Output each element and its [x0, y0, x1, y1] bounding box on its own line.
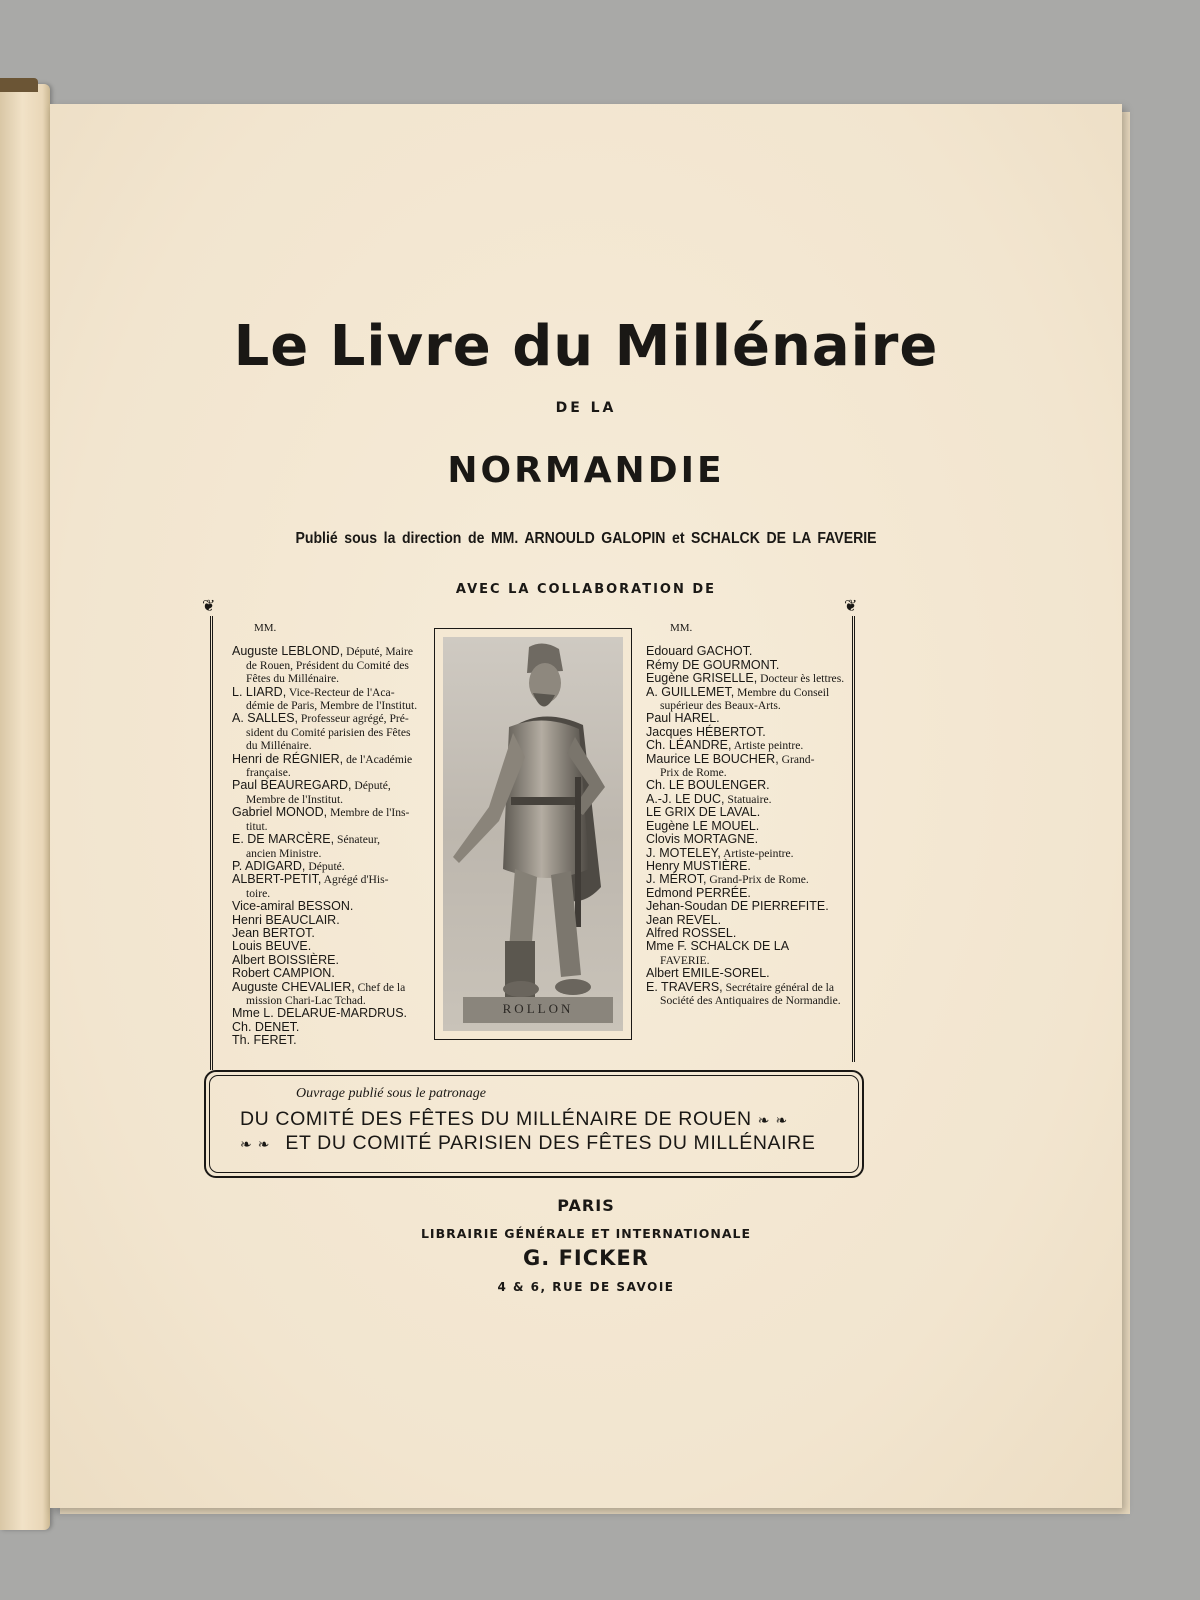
contributor-name: Auguste CHEVALIER, — [232, 979, 355, 994]
right-contributors-column — [646, 622, 852, 1007]
contributor-entry — [232, 860, 432, 873]
contributor-entry — [646, 739, 852, 752]
contributor-entry — [232, 954, 432, 967]
contributor-name: Eugène GRISELLE, — [646, 671, 758, 686]
contributor-name: J. MOTELEY, — [646, 845, 721, 860]
contributor-entry — [646, 645, 852, 658]
contributor-title: Professeur agrégé, Pré- — [300, 712, 409, 726]
rollo-statue-image — [443, 637, 623, 1031]
contributor-title: Membre du Conseil — [737, 685, 830, 699]
contributor-entry — [646, 981, 852, 1008]
contributor-name: Mme F. SCHALCK DE LA — [646, 939, 790, 954]
contributor-name: Ch. LÉANDRE, — [646, 738, 732, 753]
contributor-name: Paul HAREL. — [646, 711, 720, 726]
contributor-title: Grand- — [781, 752, 815, 766]
contributor-name: Gabriel MONOD, — [232, 805, 328, 820]
contributor-title: Membre de l'Ins- — [330, 806, 410, 820]
contributor-name: Henry MUSTIÈRE. — [646, 858, 751, 873]
contributor-entry — [232, 927, 432, 940]
contributor-entry — [232, 967, 432, 980]
contributor-name: Ch. DENET. — [232, 1019, 300, 1034]
contributor-title: Grand-Prix de Rome. — [709, 873, 809, 887]
contributor-entry — [232, 686, 432, 713]
contributor-name: Edmond PERRÉE. — [646, 885, 751, 900]
contributor-entry — [646, 887, 852, 900]
contributor-entry — [232, 1007, 432, 1020]
contributor-title: Député, Maire — [346, 645, 414, 659]
patronage-paris-text: ET DU COMITÉ PARISIEN DES FÊTES DU MILLÉNAIRE — [285, 1132, 816, 1154]
contributor-title-continued: Membre de l'Institut. — [246, 792, 344, 806]
contributor-title-continued: française. — [246, 766, 291, 780]
book-binding — [0, 84, 50, 1530]
contributor-name: Jean BERTOT. — [232, 925, 315, 940]
contributor-name: Albert EMILE-SOREL. — [646, 966, 770, 981]
contributor-title-continued: FAVERIE. — [660, 953, 710, 967]
contributor-entry — [646, 914, 852, 927]
contributor-name: E. TRAVERS, — [646, 979, 723, 994]
leaf-ornament-icon: ❧❧ — [240, 1136, 286, 1152]
contributor-title-continued: supérieur des Beaux-Arts. — [660, 699, 781, 713]
contributor-title-continued: de Rouen, Président du Comité des — [246, 658, 409, 672]
contributor-entry — [232, 873, 432, 900]
right-frame-rule — [852, 616, 855, 1062]
contributor-title-continued: démie de Paris, Membre de l'Institut. — [246, 699, 418, 713]
patronage-box — [204, 1070, 864, 1178]
contributor-name: A.-J. LE DUC, — [646, 791, 725, 806]
contributor-entry — [646, 900, 852, 913]
contributor-entry — [232, 753, 432, 780]
patronage-intro: Ouvrage publié sous le patronage — [296, 1086, 487, 1101]
title-connector: DE LA — [555, 400, 617, 416]
title-page — [50, 104, 1122, 1508]
contributor-name: Jacques HÉBERTOT. — [646, 724, 766, 739]
contributor-name: Rémy DE GOURMONT. — [646, 657, 780, 672]
contributor-entry — [646, 927, 852, 940]
right-mm-label: MM. — [670, 622, 693, 634]
contributor-entry — [646, 940, 852, 967]
contributor-entry — [646, 806, 852, 819]
contributor-entry — [232, 900, 432, 913]
contributor-name: Alfred ROSSEL. — [646, 925, 737, 940]
contributor-name: Eugène LE MOUEL. — [646, 818, 760, 833]
contributor-entry — [646, 672, 852, 685]
contributor-entry — [646, 873, 852, 886]
contributor-title-continued: Prix de Rome. — [660, 766, 727, 780]
contributor-name: Henri de RÉGNIER, — [232, 751, 344, 766]
right-contributors-list — [646, 645, 852, 1007]
contributor-entry — [646, 833, 852, 846]
contributor-entry — [232, 833, 432, 860]
leaf-ornament-icon: ❧❧ — [757, 1112, 794, 1128]
left-contributors-column — [232, 622, 432, 1048]
publisher-address: 4 & 6, RUE DE SAVOIE — [497, 1280, 675, 1294]
contributor-name: Mme L. DELARUE-MARDRUS. — [232, 1006, 408, 1021]
contributor-name: Auguste LEBLOND, — [232, 644, 344, 659]
left-contributors-list — [232, 645, 432, 1047]
right-fleuron-icon: ❦ — [844, 596, 858, 615]
contributor-entry — [232, 779, 432, 806]
patronage-rouen-text: DU COMITÉ DES FÊTES DU MILLÉNAIRE DE ROUEN — [240, 1108, 752, 1130]
contributor-title: Député. — [308, 859, 345, 873]
statue-plinth-inscription: ROLLON — [502, 1001, 574, 1016]
contributor-name: Albert BOISSIÈRE. — [232, 952, 339, 967]
contributor-title-continued: ancien Ministre. — [246, 846, 322, 860]
contributor-entry — [646, 712, 852, 725]
contributor-name: A. GUILLEMET, — [646, 684, 735, 699]
contributor-title-continued: Société des Antiquaires de Normandie. — [660, 993, 841, 1007]
contributor-entry — [646, 659, 852, 672]
contributor-entry — [232, 981, 432, 1008]
left-fleuron-icon: ❦ — [202, 596, 216, 615]
contributor-entry — [646, 967, 852, 980]
contributor-entry — [232, 940, 432, 953]
contributor-title-continued: Fêtes du Millénaire. — [246, 672, 340, 686]
contributor-entry — [232, 1021, 432, 1034]
contributor-name: LE GRIX DE LAVAL. — [646, 805, 761, 820]
contributor-name: Louis BEUVE. — [232, 939, 312, 954]
patronage-line-paris — [240, 1132, 840, 1155]
publisher-name: G. FICKER — [523, 1246, 649, 1270]
contributor-title: Sénateur, — [337, 833, 381, 847]
contributor-name: Jean REVEL. — [646, 912, 722, 927]
contributor-title: Secrétaire général de la — [725, 980, 835, 994]
contributor-name: A. SALLES, — [232, 711, 299, 726]
contributor-title: Agrégé d'His- — [323, 873, 389, 887]
contributor-title: Docteur ès lettres. — [760, 672, 845, 686]
contributor-name: Maurice LE BOUCHER, — [646, 751, 779, 766]
contributor-name: Robert CAMPION. — [232, 966, 335, 981]
left-mm-label: MM. — [254, 622, 277, 634]
contributor-entry — [646, 793, 852, 806]
contributor-name: Henri BEAUCLAIR. — [232, 912, 340, 927]
contributor-name: J. MÉROT, — [646, 872, 707, 887]
contributor-title: Artiste peintre. — [733, 739, 804, 753]
contributor-entry — [646, 847, 852, 860]
left-frame-rule — [210, 616, 213, 1070]
contributor-name: Clovis MORTAGNE. — [646, 832, 759, 847]
contributor-title: Statuaire. — [727, 792, 772, 806]
contributor-name: Paul BEAUREGARD, — [232, 778, 352, 793]
contributor-name: E. DE MARCÈRE, — [232, 832, 335, 847]
contributor-name: Th. FERET. — [232, 1033, 297, 1048]
contributor-name: ALBERT-PETIT, — [232, 872, 322, 887]
contributor-title-continued: toire. — [246, 886, 271, 900]
contributor-title-continued: sident du Comité parisien des Fêtes — [246, 725, 411, 739]
contributor-entry — [646, 686, 852, 713]
contributor-name: Edouard GACHOT. — [646, 644, 753, 659]
contributor-title: Vice-Recteur de l'Aca- — [288, 685, 395, 699]
contributor-entry — [646, 753, 852, 780]
contributor-entry — [232, 806, 432, 833]
contributor-title-continued: titut. — [246, 819, 268, 833]
book-title: Le Livre du Millénaire — [233, 314, 939, 379]
contributor-entry — [232, 1034, 432, 1047]
contributor-entry — [232, 712, 432, 752]
collaboration-heading: AVEC LA COLLABORATION DE — [455, 582, 717, 597]
contributor-title: Chef de la — [357, 980, 406, 994]
contributor-title: de l'Académie — [346, 752, 413, 766]
contributor-name: P. ADIGARD, — [232, 858, 306, 873]
contributor-name: L. LIARD, — [232, 684, 287, 699]
contributor-entry — [646, 779, 852, 792]
contributor-title: Artiste-peintre. — [723, 846, 794, 860]
contributor-entry — [646, 820, 852, 833]
contributor-name: Ch. LE BOULENGER. — [646, 778, 770, 793]
contributor-entry — [232, 914, 432, 927]
contributor-title-continued: mission Chari-Lac Tchad. — [246, 993, 366, 1007]
contributor-entry — [232, 645, 432, 685]
statue-photo-frame — [434, 628, 632, 1040]
region-title: NORMANDIE — [447, 450, 725, 491]
contributor-title-continued: du Millénaire. — [246, 739, 312, 753]
direction-line: Publié sous la direction de MM. ARNOULD GALOPIN et SCHALCK DE LA FAVERIE — [295, 530, 877, 547]
contributor-name: Vice-amiral BESSON. — [232, 899, 354, 914]
publisher-city: PARIS — [557, 1196, 615, 1215]
patronage-line-rouen — [240, 1108, 840, 1131]
publisher-house: LIBRAIRIE GÉNÉRALE ET INTERNATIONALE — [420, 1226, 752, 1241]
contributor-name: Jehan-Soudan DE PIERREFITE. — [646, 899, 829, 914]
contributor-title: Député, — [354, 779, 391, 793]
